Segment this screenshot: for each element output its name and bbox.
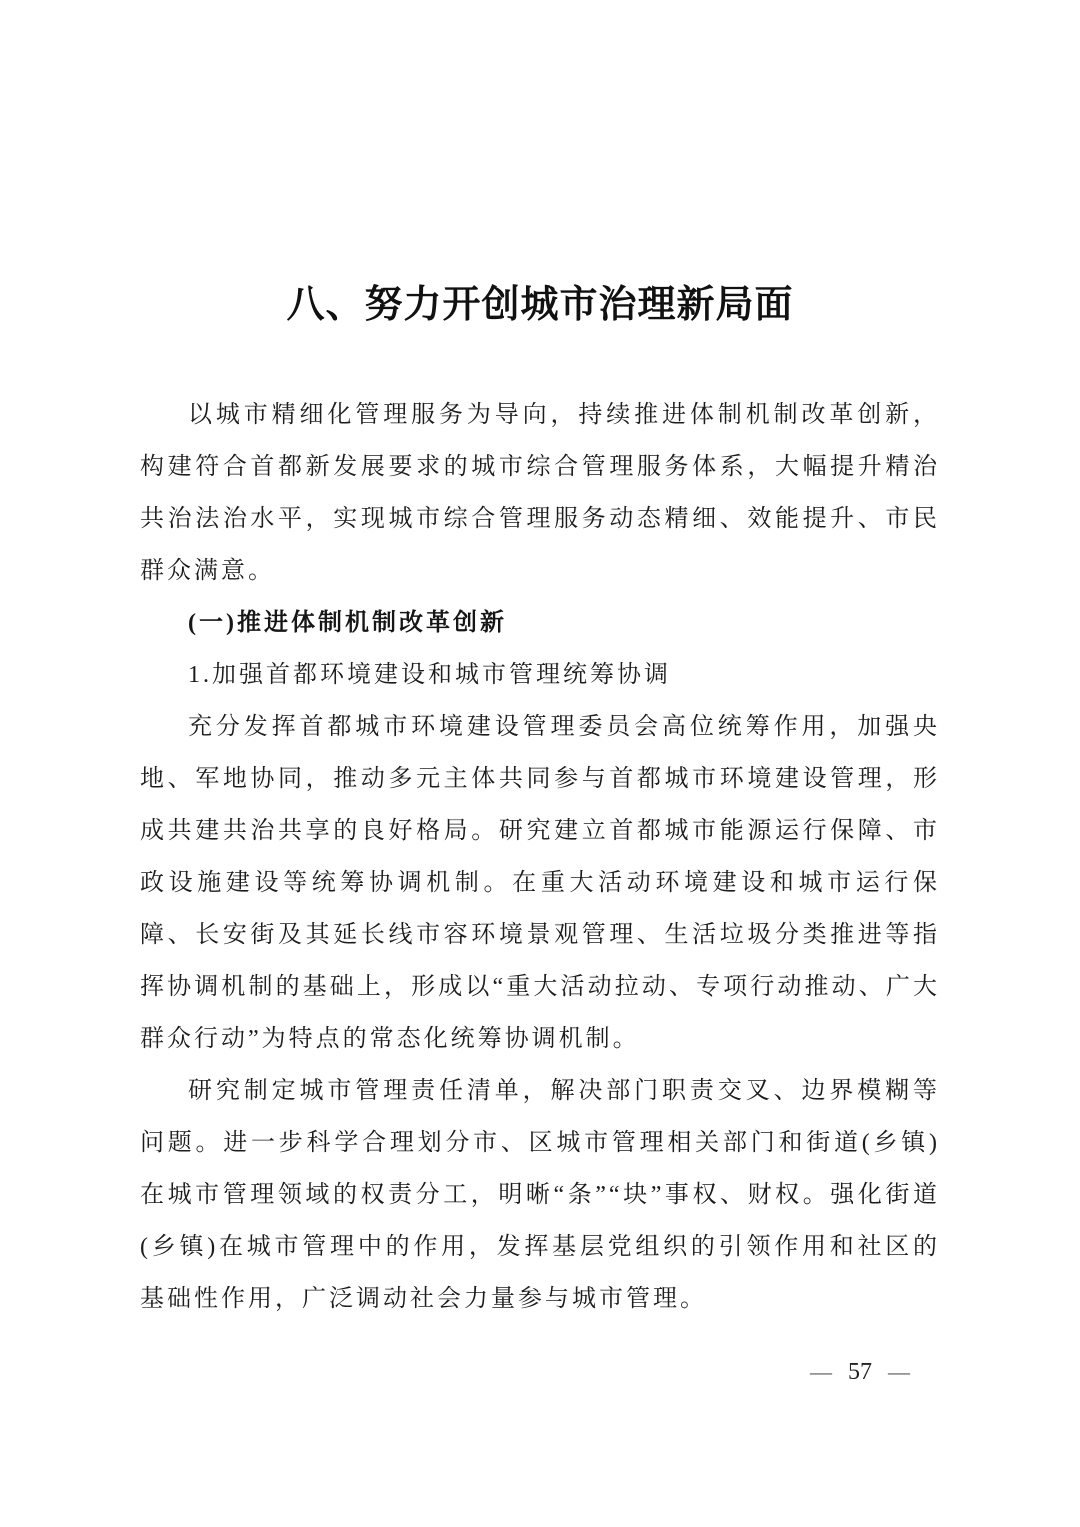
page-footer xyxy=(810,1352,910,1392)
coordination-paragraph: 充分发挥首都城市环境建设管理委员会高位统筹作用，加强央地、军地协同，推动多元主体共同参与首都城市环境建设管理，形成共建共治共享的良好格局。研究建立首都城市能源运行保障、市政设施建设等统筹协调机制。在重大活动环境建设和城市运行保障、长安街及其延长线市容环境景观管理、生活垃圾分类推进等指挥协调机制的基础上，形成以“重大活动拉动、专项行动推动、广大群众行动”为特点的常态化统筹协调机制。 xyxy=(140,714,940,1052)
footer-right-dash: — xyxy=(888,1359,910,1384)
responsibility-paragraph: 研究制定城市管理责任清单，解决部门职责交叉、边界模糊等问题。进一步科学合理划分市、区城市管理相关部门和街道(乡镇)在城市管理领域的权责分工，明晰“条”“块”事权、财权。强化街道(乡镇)在城市管理中的作用，发挥基层党组织的引领作用和社区的基础性作用，广泛调动社会力量参与城市管理。 xyxy=(140,1078,940,1312)
intro-paragraph: 以城市精细化管理服务为导向，持续推进体制机制改革创新，构建符合首都新发展要求的城市综合管理服务体系，大幅提升精治共治法治水平，实现城市综合管理服务动态精细、效能提升、市民群众满意。 xyxy=(140,402,940,584)
subsection-heading: 1.加强首都环境建设和城市管理统筹协调 xyxy=(188,662,671,688)
document-body xyxy=(140,389,940,1325)
document-title: 八、努力开创城市治理新局面 xyxy=(286,284,794,326)
page-number: 57 xyxy=(848,1359,872,1385)
footer-left-dash: — xyxy=(810,1359,832,1384)
section-heading: (一)推进体制机制改革创新 xyxy=(188,610,507,636)
